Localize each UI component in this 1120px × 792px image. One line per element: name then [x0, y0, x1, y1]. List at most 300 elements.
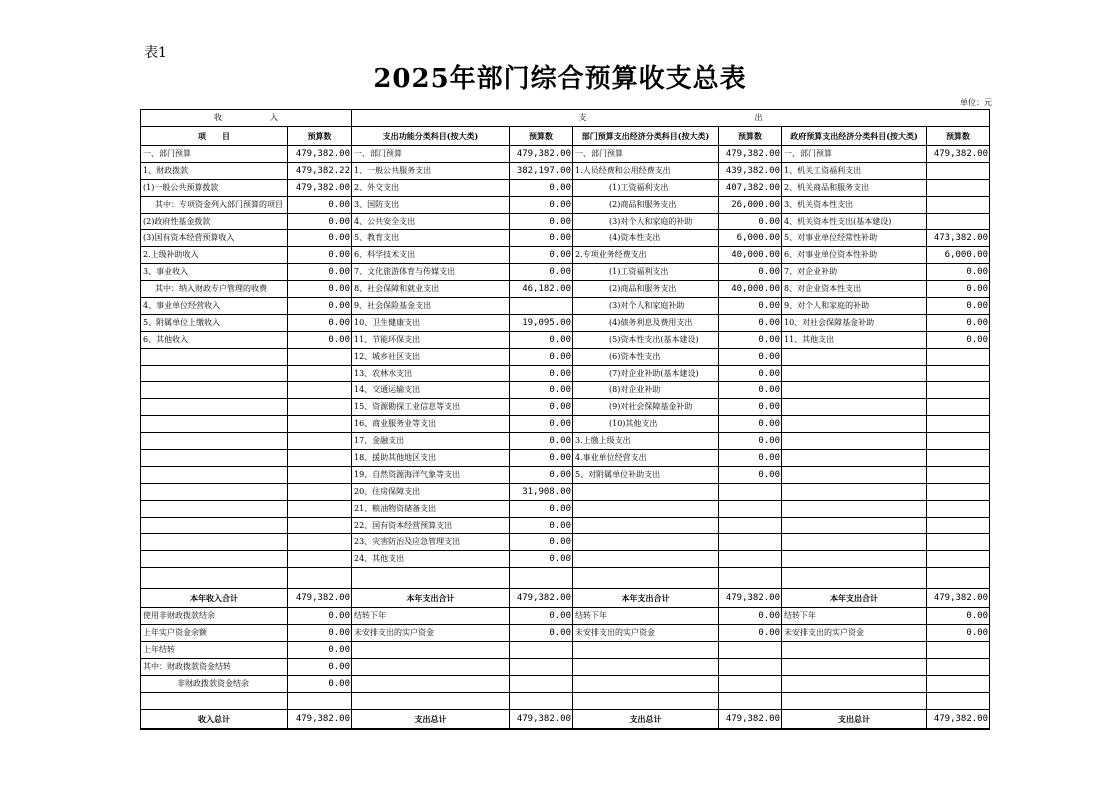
item-cell: 本年收入合计: [141, 589, 288, 608]
item-cell: 上年实户资金余额: [141, 625, 288, 642]
item-cell: (4)资本性支出: [573, 230, 719, 247]
item-cell: 3、机关资本性支出: [782, 196, 927, 213]
item-cell: 结转下年: [782, 608, 927, 625]
budget-cell: 0.00: [719, 264, 782, 281]
budget-cell: 0.00: [510, 534, 573, 551]
table-row: [141, 264, 990, 281]
item-cell: [782, 348, 927, 365]
budget-cell: [288, 692, 352, 709]
item-cell: (7)对企业补助(基本建设): [573, 365, 719, 382]
table-row: [141, 281, 990, 298]
budget-cell: [927, 568, 990, 589]
item-cell: [141, 365, 288, 382]
budget-cell: 46,182.00: [510, 281, 573, 298]
budget-cell: 0.00: [510, 382, 573, 399]
budget-cell: [927, 500, 990, 517]
table-row: [141, 399, 990, 416]
item-cell: 15、资源勘探工业信息等支出: [352, 399, 510, 416]
item-cell: 本年支出合计: [352, 589, 510, 608]
table-row: [141, 162, 990, 179]
item-cell: 1、财政拨款: [141, 162, 288, 179]
budget-cell: 0.00: [927, 264, 990, 281]
item-cell: 6、其他收入: [141, 331, 288, 348]
page-title: 2025年部门综合预算收支总表: [373, 64, 747, 94]
item-cell: 7、文化旅游体育与传媒支出: [352, 264, 510, 281]
func-column-header: 支出功能分类科目(按大类): [352, 127, 510, 146]
budget-cell: 26,000.00: [719, 196, 782, 213]
table-row: [141, 466, 990, 483]
budget-cell: 0.00: [288, 298, 352, 315]
budget-cell: 0.00: [719, 382, 782, 399]
item-cell: 5、教育支出: [352, 230, 510, 247]
table-row: [141, 382, 990, 399]
table-row: [141, 348, 990, 365]
budget-cell: 0.00: [510, 608, 573, 625]
budget-cell: [927, 365, 990, 382]
item-cell: 其中：财政拨款资金结转: [141, 658, 288, 675]
item-cell: 其中：纳入财政专户管理的收费: [141, 281, 288, 298]
item-cell: 18、援助其他地区支出: [352, 450, 510, 467]
budget-cell: 0.00: [510, 500, 573, 517]
budget-cell: [719, 483, 782, 500]
budget-column-header: 预算数: [927, 127, 990, 146]
budget-cell: 479,382.00: [288, 146, 352, 163]
budget-cell: 0.00: [510, 625, 573, 642]
budget-cell: 0.00: [288, 281, 352, 298]
item-cell: [573, 534, 719, 551]
budget-cell: [927, 196, 990, 213]
budget-cell: 0.00: [510, 466, 573, 483]
budget-cell: 479,382.00: [288, 589, 352, 608]
item-cell: 2、机关商品和服务支出: [782, 179, 927, 196]
budget-cell: 0.00: [510, 399, 573, 416]
budget-cell: 0.00: [719, 625, 782, 642]
table-row: [141, 534, 990, 551]
item-cell: 14、交通运输支出: [352, 382, 510, 399]
budget-cell: [510, 298, 573, 315]
budget-cell: [719, 568, 782, 589]
item-cell: 1.人员经费和公用经费支出: [573, 162, 719, 179]
expense-header: 支 出: [352, 110, 990, 127]
income-header: 收 入: [141, 110, 352, 127]
budget-cell: [288, 483, 352, 500]
item-cell: 9、社会保险基金支出: [352, 298, 510, 315]
item-cell: [782, 399, 927, 416]
budget-cell: 0.00: [288, 625, 352, 642]
budget-cell: 0.00: [719, 298, 782, 315]
item-cell: 3、事业收入: [141, 264, 288, 281]
budget-cell: [927, 213, 990, 230]
table-row: [141, 416, 990, 433]
item-cell: 非财政拨款资金结余: [141, 675, 288, 692]
budget-cell: [510, 642, 573, 659]
budget-cell: 0.00: [927, 281, 990, 298]
table-row: [141, 213, 990, 230]
budget-cell: [927, 534, 990, 551]
budget-cell: 479,382.00: [927, 146, 990, 163]
table-row: [141, 230, 990, 247]
item-cell: [782, 517, 927, 534]
item-cell: [573, 483, 719, 500]
item-cell: [352, 658, 510, 675]
budget-cell: 0.00: [719, 365, 782, 382]
table-row: [141, 517, 990, 534]
item-cell: 结转下年: [352, 608, 510, 625]
budget-cell: [927, 382, 990, 399]
item-cell: 23、灾害防治及应急管理支出: [352, 534, 510, 551]
item-cell: 支出总计: [352, 709, 510, 729]
budget-cell: 0.00: [719, 348, 782, 365]
table-row: [141, 692, 990, 709]
budget-cell: [719, 658, 782, 675]
item-cell: 5、对事业单位经常性补助: [782, 230, 927, 247]
budget-cell: 479,382.00: [288, 709, 352, 729]
item-cell: 一、部门预算: [782, 146, 927, 163]
item-cell: (2)商品和服务支出: [573, 196, 719, 213]
budget-cell: [927, 517, 990, 534]
budget-cell: 6,000.00: [927, 247, 990, 264]
item-cell: [141, 483, 288, 500]
item-cell: 未安排支出的实户资金: [352, 625, 510, 642]
item-cell: [141, 500, 288, 517]
budget-cell: [510, 658, 573, 675]
item-cell: 1、一般公共服务支出: [352, 162, 510, 179]
item-cell: [141, 399, 288, 416]
budget-cell: [288, 416, 352, 433]
unit-label: 单位：元: [960, 98, 992, 107]
item-cell: 19、自然资源海洋气象等支出: [352, 466, 510, 483]
budget-cell: [927, 433, 990, 450]
budget-cell: [719, 500, 782, 517]
item-cell: 1、机关工资福利支出: [782, 162, 927, 179]
item-cell: 结转下年: [573, 608, 719, 625]
table-row: [141, 625, 990, 642]
item-cell: [782, 692, 927, 709]
dept-column-header: 部门预算支出经济分类科目(按大类): [573, 127, 719, 146]
gov-column-header: 政府预算支出经济分类科目(按大类): [782, 127, 927, 146]
item-cell: 5、附属单位上缴收入: [141, 314, 288, 331]
budget-cell: 407,382.00: [719, 179, 782, 196]
budget-cell: 0.00: [288, 213, 352, 230]
item-cell: (10)其他支出: [573, 416, 719, 433]
item-cell: 22、国有资本经营预算支出: [352, 517, 510, 534]
item-cell: 2.上级补助收入: [141, 247, 288, 264]
budget-cell: [288, 433, 352, 450]
item-cell: 6、科学技术支出: [352, 247, 510, 264]
item-cell: [352, 568, 510, 589]
item-cell: [141, 568, 288, 589]
item-cell: 一、部门预算: [141, 146, 288, 163]
budget-cell: [719, 551, 782, 568]
budget-cell: [288, 348, 352, 365]
budget-cell: 479,382.22: [288, 162, 352, 179]
item-cell: 本年支出合计: [782, 589, 927, 608]
table-row: [141, 450, 990, 467]
item-cell: [782, 551, 927, 568]
table-row: [141, 658, 990, 675]
budget-column-header: 预算数: [288, 127, 352, 146]
item-cell: 未安排支出的实户资金: [782, 625, 927, 642]
budget-cell: 479,382.00: [927, 709, 990, 729]
item-cell: 7、对企业补助: [782, 264, 927, 281]
item-cell: [352, 692, 510, 709]
item-cell: 使用非财政拨款结余: [141, 608, 288, 625]
budget-cell: [288, 365, 352, 382]
item-cell: [573, 551, 719, 568]
budget-cell: 0.00: [927, 314, 990, 331]
item-cell: 9、对个人和家庭的补助: [782, 298, 927, 315]
item-cell: [573, 500, 719, 517]
item-cell: 8、社会保障和就业支出: [352, 281, 510, 298]
item-cell: [782, 642, 927, 659]
budget-cell: 0.00: [510, 551, 573, 568]
item-cell: 本年支出合计: [573, 589, 719, 608]
item-cell: [782, 568, 927, 589]
budget-cell: 479,382.00: [510, 709, 573, 729]
item-cell: 4、公共安全支出: [352, 213, 510, 230]
budget-cell: [288, 500, 352, 517]
budget-cell: [927, 162, 990, 179]
table-row: [141, 146, 990, 163]
item-cell: 3.上缴上级支出: [573, 433, 719, 450]
budget-cell: 0.00: [510, 247, 573, 264]
budget-cell: 0.00: [719, 608, 782, 625]
table-row: [141, 365, 990, 382]
item-cell: (6)资本性支出: [573, 348, 719, 365]
item-cell: [573, 517, 719, 534]
budget-cell: [510, 568, 573, 589]
item-cell: 2.专项业务经费支出: [573, 247, 719, 264]
item-cell: 2、外交支出: [352, 179, 510, 196]
budget-cell: 0.00: [927, 608, 990, 625]
item-cell: (9)对社会保障基金补助: [573, 399, 719, 416]
item-cell: 一、部门预算: [352, 146, 510, 163]
budget-cell: [288, 551, 352, 568]
budget-cell: [719, 642, 782, 659]
item-cell: (3)国有资本经营预算收入: [141, 230, 288, 247]
budget-cell: 6,000.00: [719, 230, 782, 247]
budget-cell: 0.00: [288, 331, 352, 348]
budget-cell: 0.00: [288, 608, 352, 625]
budget-cell: 0.00: [288, 658, 352, 675]
item-cell: [141, 416, 288, 433]
table-row: [141, 179, 990, 196]
item-cell: [782, 466, 927, 483]
grand-total-row: [141, 709, 990, 729]
budget-cell: [927, 551, 990, 568]
item-cell: [782, 483, 927, 500]
budget-cell: 479,382.00: [288, 179, 352, 196]
budget-cell: 0.00: [510, 365, 573, 382]
item-cell: 3、国防支出: [352, 196, 510, 213]
budget-cell: 0.00: [510, 433, 573, 450]
item-cell: 支出总计: [782, 709, 927, 729]
budget-cell: 0.00: [510, 264, 573, 281]
budget-cell: 439,382.00: [719, 162, 782, 179]
budget-cell: [927, 179, 990, 196]
table-row: [141, 331, 990, 348]
budget-cell: [927, 483, 990, 500]
budget-cell: 0.00: [288, 264, 352, 281]
budget-cell: 0.00: [288, 196, 352, 213]
item-cell: 24、其他支出: [352, 551, 510, 568]
item-cell: [141, 348, 288, 365]
table-row: [141, 675, 990, 692]
budget-cell: [719, 517, 782, 534]
budget-cell: [510, 675, 573, 692]
budget-cell: 0.00: [510, 348, 573, 365]
item-cell: (1)工资福利支出: [573, 264, 719, 281]
budget-cell: 0.00: [510, 331, 573, 348]
item-column-header: 项 目: [141, 127, 288, 146]
item-cell: [573, 642, 719, 659]
item-cell: [782, 433, 927, 450]
item-cell: 其中：专项资金列入部门预算的项目: [141, 196, 288, 213]
item-cell: 4、机关资本性支出(基本建设): [782, 213, 927, 230]
budget-cell: 0.00: [510, 179, 573, 196]
item-cell: [573, 658, 719, 675]
item-cell: [782, 416, 927, 433]
item-cell: [573, 568, 719, 589]
item-cell: 16、商业服务业等支出: [352, 416, 510, 433]
item-cell: [141, 450, 288, 467]
item-cell: 8、对企业资本性支出: [782, 281, 927, 298]
budget-cell: 0.00: [927, 625, 990, 642]
budget-cell: 479,382.00: [719, 709, 782, 729]
item-cell: [141, 517, 288, 534]
item-cell: (8)对企业补助: [573, 382, 719, 399]
table-row: [141, 196, 990, 213]
budget-cell: 0.00: [510, 416, 573, 433]
table-row: [141, 314, 990, 331]
budget-cell: 0.00: [719, 466, 782, 483]
budget-cell: 382,197.00: [510, 162, 573, 179]
budget-cell: [288, 568, 352, 589]
budget-cell: 0.00: [719, 433, 782, 450]
item-cell: (1)工资福利支出: [573, 179, 719, 196]
item-cell: [141, 692, 288, 709]
budget-cell: 0.00: [288, 675, 352, 692]
item-cell: 11、其他支出: [782, 331, 927, 348]
item-cell: 一、部门预算: [573, 146, 719, 163]
item-cell: 12、城乡社区支出: [352, 348, 510, 365]
budget-cell: [927, 416, 990, 433]
budget-cell: 473,382.00: [927, 230, 990, 247]
budget-cell: 19,095.00: [510, 314, 573, 331]
budget-cell: [927, 658, 990, 675]
table-row: [141, 433, 990, 450]
item-cell: [782, 534, 927, 551]
budget-cell: [927, 675, 990, 692]
budget-cell: 0.00: [288, 314, 352, 331]
budget-column-header: 预算数: [510, 127, 573, 146]
item-cell: [352, 642, 510, 659]
budget-cell: [719, 675, 782, 692]
table-row: [141, 483, 990, 500]
budget-cell: [288, 382, 352, 399]
budget-cell: [927, 642, 990, 659]
budget-cell: 0.00: [510, 196, 573, 213]
item-cell: [782, 658, 927, 675]
budget-cell: 0.00: [719, 314, 782, 331]
budget-summary-table: [140, 109, 990, 730]
budget-cell: [719, 534, 782, 551]
item-cell: [573, 675, 719, 692]
table-row: [141, 500, 990, 517]
budget-cell: 40,000.00: [719, 247, 782, 264]
item-cell: 未安排支出的实户资金: [573, 625, 719, 642]
table-row: [141, 608, 990, 625]
budget-cell: [288, 534, 352, 551]
budget-cell: 0.00: [510, 517, 573, 534]
budget-cell: 0.00: [719, 416, 782, 433]
budget-cell: 0.00: [510, 213, 573, 230]
item-cell: 11、节能环保支出: [352, 331, 510, 348]
item-cell: [782, 675, 927, 692]
budget-cell: 0.00: [510, 230, 573, 247]
budget-cell: [927, 399, 990, 416]
item-cell: 17、金融支出: [352, 433, 510, 450]
budget-cell: [288, 450, 352, 467]
item-cell: (4)债务利息及费用支出: [573, 314, 719, 331]
item-cell: [141, 433, 288, 450]
item-cell: 10、对社会保障基金补助: [782, 314, 927, 331]
sheet-label: 表1: [144, 45, 167, 61]
item-cell: [141, 534, 288, 551]
item-cell: [141, 551, 288, 568]
budget-column-header: 预算数: [719, 127, 782, 146]
budget-cell: 479,382.00: [719, 146, 782, 163]
budget-cell: [927, 692, 990, 709]
spacer-row: [141, 568, 990, 589]
item-cell: 10、卫生健康支出: [352, 314, 510, 331]
budget-cell: 0.00: [719, 450, 782, 467]
budget-cell: 0.00: [719, 399, 782, 416]
table-row: [141, 642, 990, 659]
table-row: [141, 551, 990, 568]
item-cell: [352, 675, 510, 692]
item-cell: [573, 692, 719, 709]
budget-cell: [927, 348, 990, 365]
budget-cell: 31,908.00: [510, 483, 573, 500]
item-cell: 4.事业单位经营支出: [573, 450, 719, 467]
item-cell: [141, 382, 288, 399]
budget-cell: 0.00: [288, 230, 352, 247]
budget-cell: [927, 450, 990, 467]
item-cell: (2)商品和服务支出: [573, 281, 719, 298]
item-cell: (3)对个人和家庭的补助: [573, 213, 719, 230]
budget-cell: [288, 399, 352, 416]
item-cell: 20、住房保障支出: [352, 483, 510, 500]
year-total-row: [141, 589, 990, 608]
budget-cell: [288, 517, 352, 534]
table-row: [141, 298, 990, 315]
budget-cell: 0.00: [288, 642, 352, 659]
budget-cell: 479,382.00: [927, 589, 990, 608]
item-cell: [782, 500, 927, 517]
item-cell: 支出总计: [573, 709, 719, 729]
budget-cell: 479,382.00: [510, 146, 573, 163]
budget-cell: 0.00: [719, 213, 782, 230]
budget-cell: 0.00: [288, 247, 352, 264]
item-cell: 收入总计: [141, 709, 288, 729]
budget-cell: 479,382.00: [510, 589, 573, 608]
budget-cell: [510, 692, 573, 709]
item-cell: [782, 450, 927, 467]
item-cell: 21、粮油物资储备支出: [352, 500, 510, 517]
budget-cell: [719, 692, 782, 709]
item-cell: [782, 365, 927, 382]
